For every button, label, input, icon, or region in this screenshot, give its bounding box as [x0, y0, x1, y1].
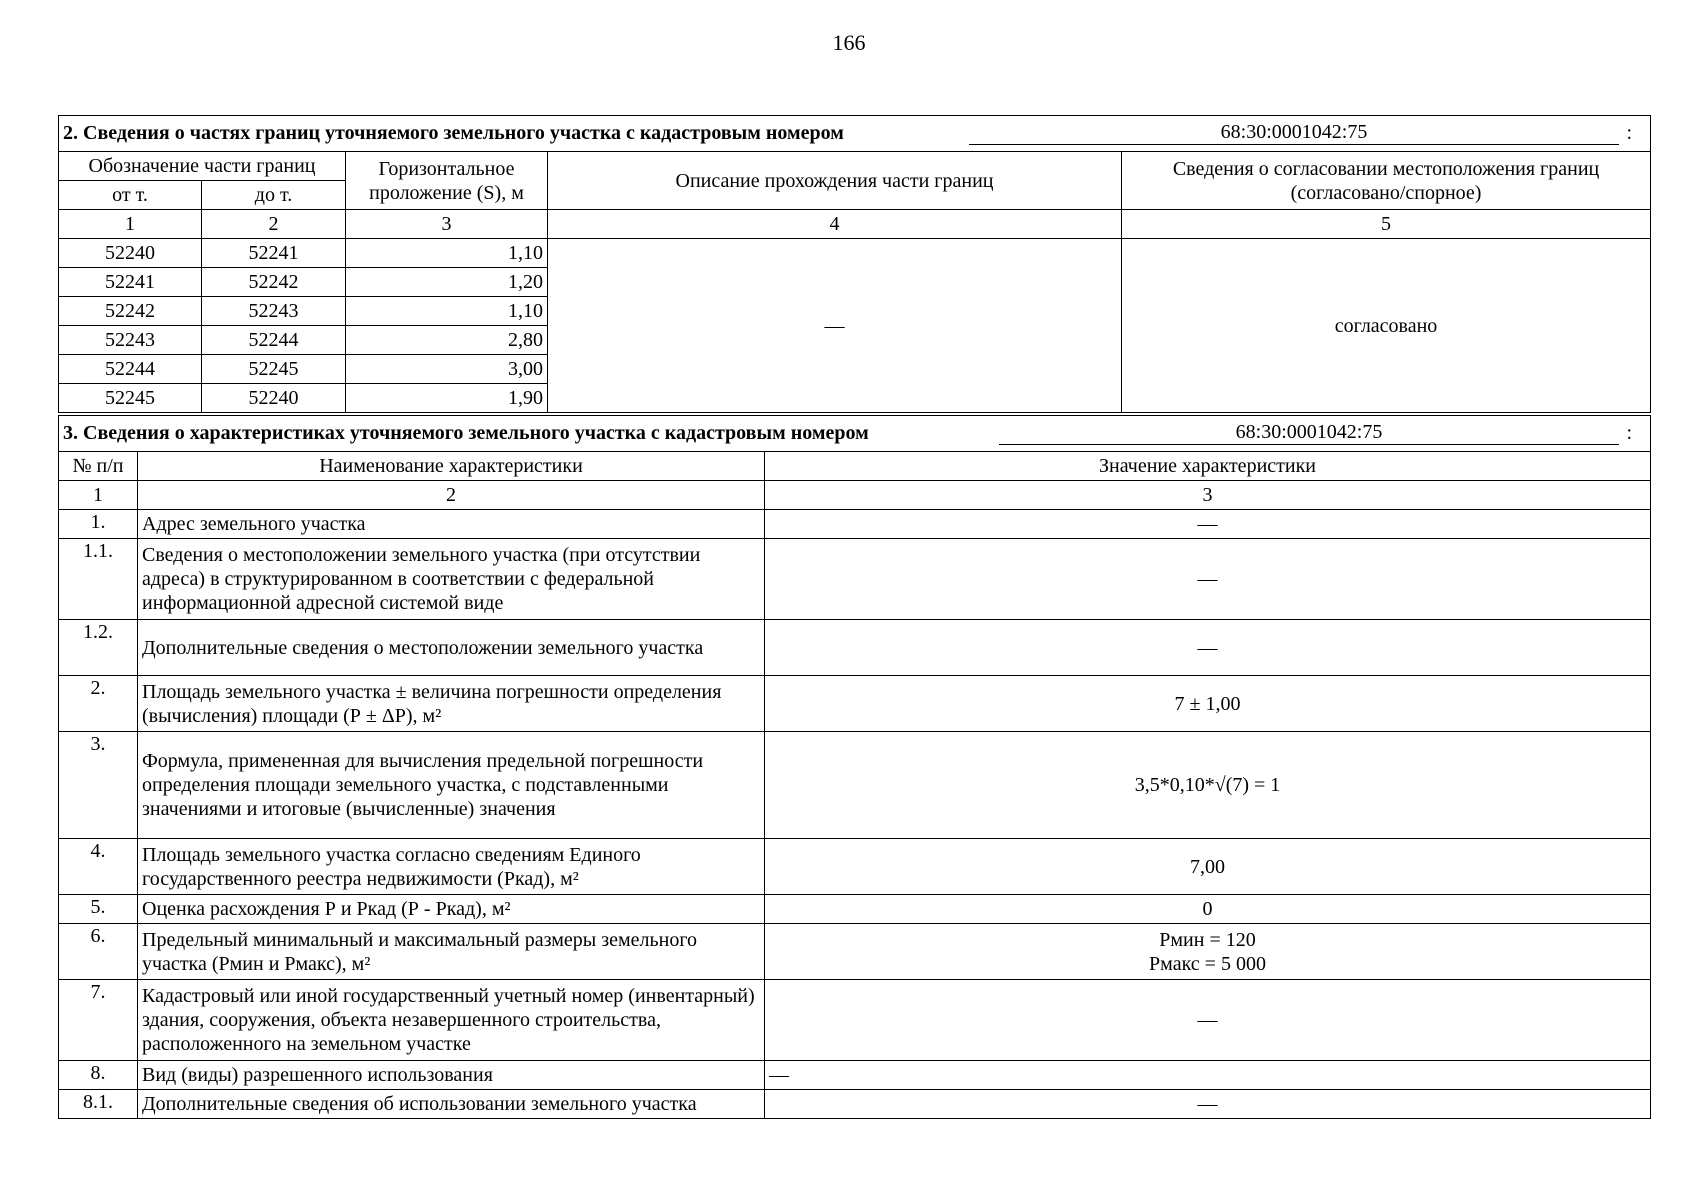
- from-point: 52245: [59, 384, 202, 413]
- section2-cadastral-number: 68:30:0001042:75: [969, 120, 1619, 145]
- row-number: 1.1.: [59, 539, 138, 620]
- max-size-value: Рмакс = 5 000: [1149, 952, 1266, 975]
- section3-header-row: [59, 416, 1651, 452]
- description-value: —: [548, 239, 1122, 413]
- header-value: Значение характеристики: [765, 452, 1651, 481]
- table-row: [59, 1090, 1651, 1119]
- row-number: 2.: [59, 676, 138, 732]
- row-number: 4.: [59, 839, 138, 895]
- characteristic-value: —: [765, 539, 1651, 620]
- characteristic-name: Площадь земельного участка согласно сведениям Единого государственного реестра недвижимости (Ркад), м²: [138, 839, 765, 895]
- row-number: 1.2.: [59, 620, 138, 676]
- horizontal-distance: 1,10: [346, 297, 548, 326]
- characteristic-value: —: [765, 980, 1651, 1061]
- horizontal-distance: 1,90: [346, 384, 548, 413]
- section2-header-row: [59, 116, 1651, 152]
- section3-colheader-row: [59, 452, 1651, 481]
- colnum-2: 2: [202, 210, 346, 239]
- to-point: 52243: [202, 297, 346, 326]
- from-point: 52243: [59, 326, 202, 355]
- table-row: [59, 620, 1651, 676]
- horizontal-distance: 2,80: [346, 326, 548, 355]
- characteristic-name: Оценка расхождения Р и Ркад (Р - Ркад), м²: [138, 895, 765, 924]
- section3-title: 3. Сведения о характеристиках уточняемого земельного участка с кадастровым номером: [63, 422, 869, 444]
- table-row: [59, 732, 1651, 839]
- section2-colheader-row1: [59, 152, 1651, 181]
- characteristic-value: —: [765, 1061, 1651, 1090]
- row-number: 8.1.: [59, 1090, 138, 1119]
- colnum-2: 2: [138, 481, 765, 510]
- header-description: Описание прохождения части границ: [548, 152, 1122, 210]
- header-from: от т.: [59, 181, 202, 210]
- header-name: Наименование характеристики: [138, 452, 765, 481]
- colnum-3: 3: [346, 210, 548, 239]
- to-point: 52242: [202, 268, 346, 297]
- section2-colon: :: [1626, 122, 1633, 144]
- characteristic-name: Адрес земельного участка: [138, 510, 765, 539]
- table-row: [59, 895, 1651, 924]
- row-number: 6.: [59, 924, 138, 980]
- colnum-1: 1: [59, 481, 138, 510]
- characteristic-value: 3,5*0,10*√(7) = 1: [765, 732, 1651, 839]
- characteristic-name: Дополнительные сведения о местоположении земельного участка: [138, 620, 765, 676]
- to-point: 52240: [202, 384, 346, 413]
- row-number: 3.: [59, 732, 138, 839]
- min-size-value: Рмин = 120: [1159, 928, 1256, 951]
- to-point: 52241: [202, 239, 346, 268]
- characteristic-value: —: [765, 620, 1651, 676]
- characteristic-name: Сведения о местоположении земельного участка (при отсутствии адреса) в структурированном в соответствии с федеральной информационной адресной системой виде: [138, 539, 765, 620]
- characteristic-value: 7 ± 1,00: [765, 676, 1651, 732]
- boundary-parts-table: [58, 115, 1651, 413]
- characteristic-name: Площадь земельного участка ± величина погрешности определения (вычисления) площади (Р ± ΔР), м²: [138, 676, 765, 732]
- table-row: [59, 676, 1651, 732]
- to-point: 52244: [202, 326, 346, 355]
- page-number: 166: [832, 30, 866, 55]
- colnum-4: 4: [548, 210, 1122, 239]
- row-number: 8.: [59, 1061, 138, 1090]
- header-designation: Обозначение части границ: [59, 152, 346, 181]
- row-number: 7.: [59, 980, 138, 1061]
- horizontal-distance: 3,00: [346, 355, 548, 384]
- section3-colon: :: [1626, 422, 1633, 444]
- row-number: 1.: [59, 510, 138, 539]
- section2-title: 2. Сведения о частях границ уточняемого земельного участка с кадастровым номером: [63, 122, 844, 144]
- table-row: [59, 1061, 1651, 1090]
- section2-colnum-row: [59, 210, 1651, 239]
- section3-cadastral-number: 68:30:0001042:75: [999, 420, 1619, 445]
- section2-header: [59, 116, 1651, 152]
- characteristic-value: 7,00: [765, 839, 1651, 895]
- header-horizontal: Горизонтальное проложение (S), м: [346, 152, 548, 210]
- colnum-5: 5: [1122, 210, 1651, 239]
- row-number: 5.: [59, 895, 138, 924]
- characteristic-value: —: [765, 1090, 1651, 1119]
- header-agreement: Сведения о согласовании местоположения границ (согласовано/спорное): [1122, 152, 1651, 210]
- from-point: 52240: [59, 239, 202, 268]
- characteristic-name: Вид (виды) разрешенного использования: [138, 1061, 765, 1090]
- characteristic-value: [765, 924, 1651, 980]
- agreement-value: согласовано: [1122, 239, 1651, 413]
- characteristic-name: Дополнительные сведения об использовании земельного участка: [138, 1090, 765, 1119]
- header-to: до т.: [202, 181, 346, 210]
- colnum-3: 3: [765, 481, 1651, 510]
- table-row: [59, 839, 1651, 895]
- section3-colnum-row: [59, 481, 1651, 510]
- characteristic-name: Предельный минимальный и максимальный размеры земельного участка (Рмин и Рмакс), м²: [138, 924, 765, 980]
- horizontal-distance: 1,10: [346, 239, 548, 268]
- colnum-1: 1: [59, 210, 202, 239]
- table-row: [59, 539, 1651, 620]
- table-row: [59, 239, 1651, 268]
- characteristic-value: —: [765, 510, 1651, 539]
- characteristic-value: 0: [765, 895, 1651, 924]
- to-point: 52245: [202, 355, 346, 384]
- section3-header: [59, 416, 1651, 452]
- from-point: 52241: [59, 268, 202, 297]
- from-point: 52242: [59, 297, 202, 326]
- table-row: [59, 510, 1651, 539]
- table-row: [59, 924, 1651, 980]
- header-num: № п/п: [59, 452, 138, 481]
- from-point: 52244: [59, 355, 202, 384]
- characteristic-name: Формула, примененная для вычисления предельной погрешности определения площади земельного участка, с подставленными значениями и итоговые (вычисленные) значения: [138, 732, 765, 839]
- table-row: [59, 980, 1651, 1061]
- characteristics-table: [58, 415, 1651, 1119]
- horizontal-distance: 1,20: [346, 268, 548, 297]
- characteristic-name: Кадастровый или иной государственный учетный номер (инвентарный) здания, сооружения, объекта незавершенного строительства, расположенного на земельном участке: [138, 980, 765, 1061]
